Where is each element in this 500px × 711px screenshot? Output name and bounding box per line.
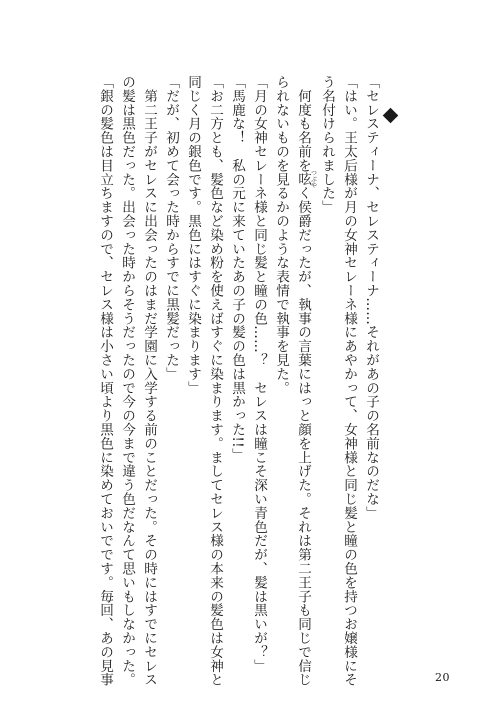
- text-line: 「月の女神セレーネ様と同じ髪と瞳の色……？ セレスは瞳こそ深い青色だが、髪は黒いが？」: [251, 75, 267, 673]
- text-line: 「馬鹿な！ 私の元に来ていたあの子の髪の色は黒かった!!」: [229, 75, 245, 462]
- text-line: う名付けられました」: [319, 75, 335, 214]
- text-line: 「だが、初めて会った時からすでに黒髪だった」: [163, 75, 179, 381]
- text-line: 第二王子がセレスに出会ったのはまだ学園に入学する前のことだった。その時にはすでにセレス: [141, 75, 157, 687]
- ruby-reading: つぶや: [309, 169, 317, 189]
- page-number: 20: [435, 671, 450, 684]
- text-line: られないものを見るかのような表情で執事を見た。: [273, 75, 289, 395]
- text-line: 「セレスティーナ、セレスティーナ……それがあの子の名前なのだな」: [363, 75, 379, 520]
- text-line: の髪は黒色だった。出会った時からそうだったので今の今まで違う色だなんて思いもしなかった。: [119, 75, 135, 687]
- text-line: 同じく月の銀色です。黒色にはすぐに染まります」: [185, 75, 201, 395]
- vertical-text-body: [97, 75, 382, 687]
- text-line: 何度も名前を呟つぶやく侯爵だったが、執事の言葉にはっと顔を上げた。それは第二王子も同じで信じ: [295, 75, 317, 687]
- ruby-annotation: 呟つぶや: [295, 169, 317, 189]
- text-line: 「はい。王太后様が月の女神セレーネ様にあやかって、女神様と同じ髪と瞳の色を持つお嬢様にそ: [341, 75, 357, 687]
- diamond-icon: [383, 108, 399, 124]
- text-line: 「銀の髪色は目立ちますので、セレス様は小さい頃より黒色に染めておいでです。毎回、あの見事: [97, 75, 113, 687]
- text-line: 「お二方とも、髪色など染め粉を使えばすぐに染まります。ましてセレス様の本来の髪色は女神と: [207, 75, 223, 687]
